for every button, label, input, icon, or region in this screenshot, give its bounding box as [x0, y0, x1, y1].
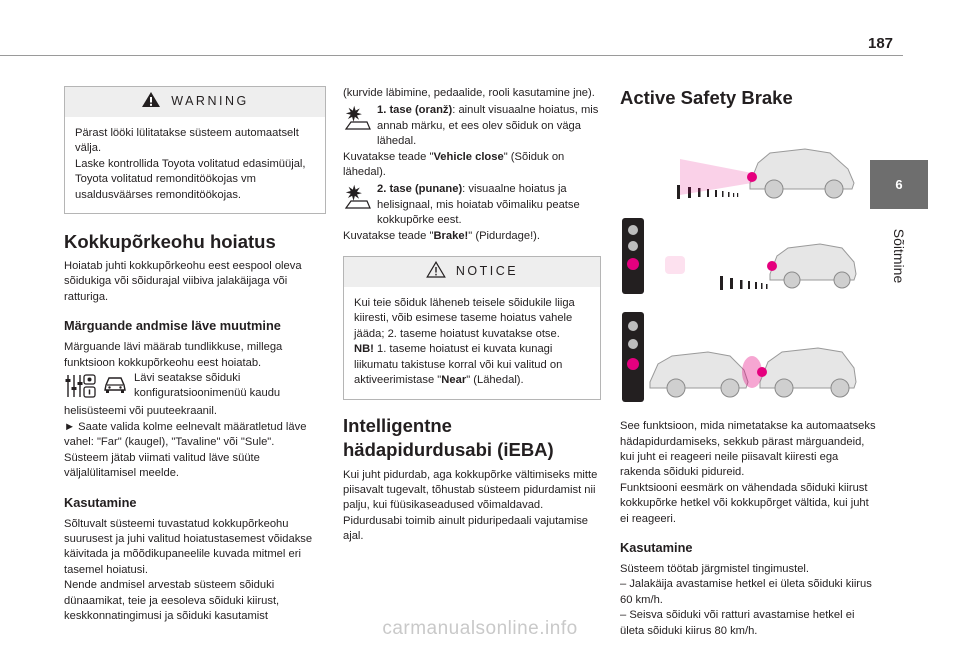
asb-usage-text: Süsteem töötab järgmistel tingimustel. – Jalakäija avastamise hetkel ei ületa sõiduki kiirus 60 km/h. – Seisva sõiduki või ratturi avastamise hetkel ei ületa sõiduki kiirus 80 km/h. — [620, 563, 872, 637]
usage-text: Sõltuvalt süsteemi tuvastatud kokkupõrkeohu suurusest ja juhi valitud hoiatustasemest võidakse käivitada ja mõõdikupaneelile kuvada mitmel eri tasemel hoiatusi. Nende andmisel arvestab süsteem sõiduki dünaamikat, teie ja eesoleva sõiduki kiirust, keskkonnatingimusi ja sõiduki kasutamist — [64, 517, 313, 622]
section-heading-asb: Active Safety Brake — [620, 87, 793, 108]
section-heading-ieba: Intelligentne hädapidurdusabi (iEBA) — [343, 414, 554, 460]
notice-text-2-pre: 1. taseme hoiatust ei kuvata kunagi liikumatu takistuse korral või kui valitud on aktiveerimistase " — [354, 343, 563, 387]
level1-msg-bold: Vehicle close — [433, 150, 504, 163]
chapter-title-text: Sõitmine — [891, 228, 907, 283]
notice-nb: NB! — [354, 343, 374, 356]
warning-title: WARNING — [171, 94, 249, 109]
collision-alert-icon-level1 — [343, 103, 371, 149]
page-number: 187 — [868, 35, 894, 52]
level1-text — [377, 103, 601, 149]
notice-box — [343, 256, 601, 399]
level2-msg-pre: Kuvatakse teade " — [343, 229, 434, 242]
notice-title: NOTICE — [455, 264, 519, 279]
left-column — [64, 86, 326, 624]
asb-illustration-two-cars — [620, 310, 858, 404]
right-column — [620, 86, 880, 639]
settings-sliders-icon — [64, 373, 98, 404]
subheading-asb-usage: Kasutamine — [620, 540, 693, 556]
level1-label: 1. tase (oranž) — [377, 104, 453, 117]
continuation-text: (kurvide läbimine, pedaalide, rooli kasutamine jne). — [343, 87, 595, 99]
warning-triangle-icon — [141, 91, 161, 112]
collision-alert-icon-level2 — [343, 182, 371, 228]
middle-column — [343, 86, 601, 545]
chapter-tab[interactable]: 6 — [870, 160, 928, 209]
threshold-icon-text: Lävi seatakse sõiduki konfiguratsioonimenüü kaudu — [134, 372, 281, 400]
asb-illustration-car — [620, 123, 858, 203]
threshold-text-2: helisüsteemi või puuteekraanil. ► Saate valida kolme eelnevalt määratletud läve vahel: "Far" (kaugel), "Tavaline" või "Sule". Süsteem jätab viimati valitud läve süüte väljalülitamisel meelde. — [64, 405, 307, 480]
header-rule — [0, 55, 903, 56]
notice-text-2-post: " (Lähedal). — [466, 374, 524, 387]
warning-header — [65, 87, 325, 117]
notice-text-2 — [354, 342, 590, 388]
level2-row — [343, 182, 601, 228]
level1-message — [343, 150, 601, 181]
level2-label: 2. tase (punane) — [377, 183, 463, 196]
ieba-text: Kui juht pidurdab, aga kokkupõrke vältimiseks mitte piisavalt tugevalt, tõhustab süsteem pidurdamist nii palju, kui füüsikaseadused võimaldavad. Pidurdusabi toimib ainult piduripedaali vajutamise ajal. — [343, 468, 598, 543]
subheading-usage: Kasutamine — [64, 494, 137, 510]
level2-msg-bold: Brake! — [433, 229, 469, 242]
threshold-icons — [64, 371, 128, 404]
collision-intro: Hoiatab juhti kokkupõrkeohu eest eespool oleva sõidukiga või sõidurajal viibiva jalakäijaga või ratturiga. — [64, 260, 302, 303]
level1-desc: : ainult visuaalne hoiatus, mis annab märku, et ees olev sõiduk on väga lähedal. — [377, 104, 599, 148]
notice-triangle-icon — [426, 261, 446, 282]
notice-text-1: Kui teie sõiduk läheneb teisele sõidukile liiga kiiresti, võib esimese taseme hoiatus vahele jääda; 2. taseme hoiatust kuvatakse otse. — [354, 297, 575, 340]
warning-text: Pärast lööki lülitatakse süsteem automaatselt välja. Laske kontrollida Toyota volitatud edasimüüjal, Toyota volitatud remonditöökojas vm usaldusväärses remonditöökojas. — [75, 127, 306, 201]
notice-text-2-bold: Near — [441, 374, 467, 387]
level2-text — [377, 182, 601, 228]
threshold-text: Märguande lävi määrab tundlikkuse, millega funktsioon kokkupõrkeohu eest hoiatab. — [64, 341, 283, 369]
section-heading-collision: Kokkupõrkeohu hoiatus — [64, 231, 276, 253]
watermark: carmanualsonline.info — [382, 618, 578, 639]
level2-desc: : visuaalne hoiatus ja helisignaal, mis hoiatab võimaliku peatse kokkupõrke eest. — [377, 183, 580, 227]
warning-box — [64, 86, 326, 214]
car-settings-icon — [102, 373, 128, 404]
level2-msg-post: " (Pidurdage!). — [468, 229, 541, 242]
chapter-title — [878, 208, 920, 303]
level1-msg-pre: Kuvatakse teade " — [343, 150, 434, 163]
subheading-threshold: Märguande andmise läve muutmine — [64, 318, 281, 334]
notice-body — [344, 287, 600, 398]
level1-msg-post: " (Sõiduk on lähedal). — [343, 150, 565, 179]
threshold-icon-row — [64, 371, 326, 404]
asb-text: See funktsioon, mida nimetatakse ka automaatseks hädapidurdamiseks, sekkub pärast märguandeid, kui juht ei reageeri neile piisavalt kiiresti ega rakenda sõiduki pidureid. Funktsiooni eesmärk on vähendada sõiduki kiirust kokkupõrke hetkel või kokkupõrget vältida, kui juht ei reageeri. — [620, 420, 876, 525]
asb-illustration-pedestrian — [620, 216, 858, 296]
level2-message — [343, 229, 601, 244]
notice-header — [344, 257, 600, 287]
level1-row — [343, 103, 601, 149]
